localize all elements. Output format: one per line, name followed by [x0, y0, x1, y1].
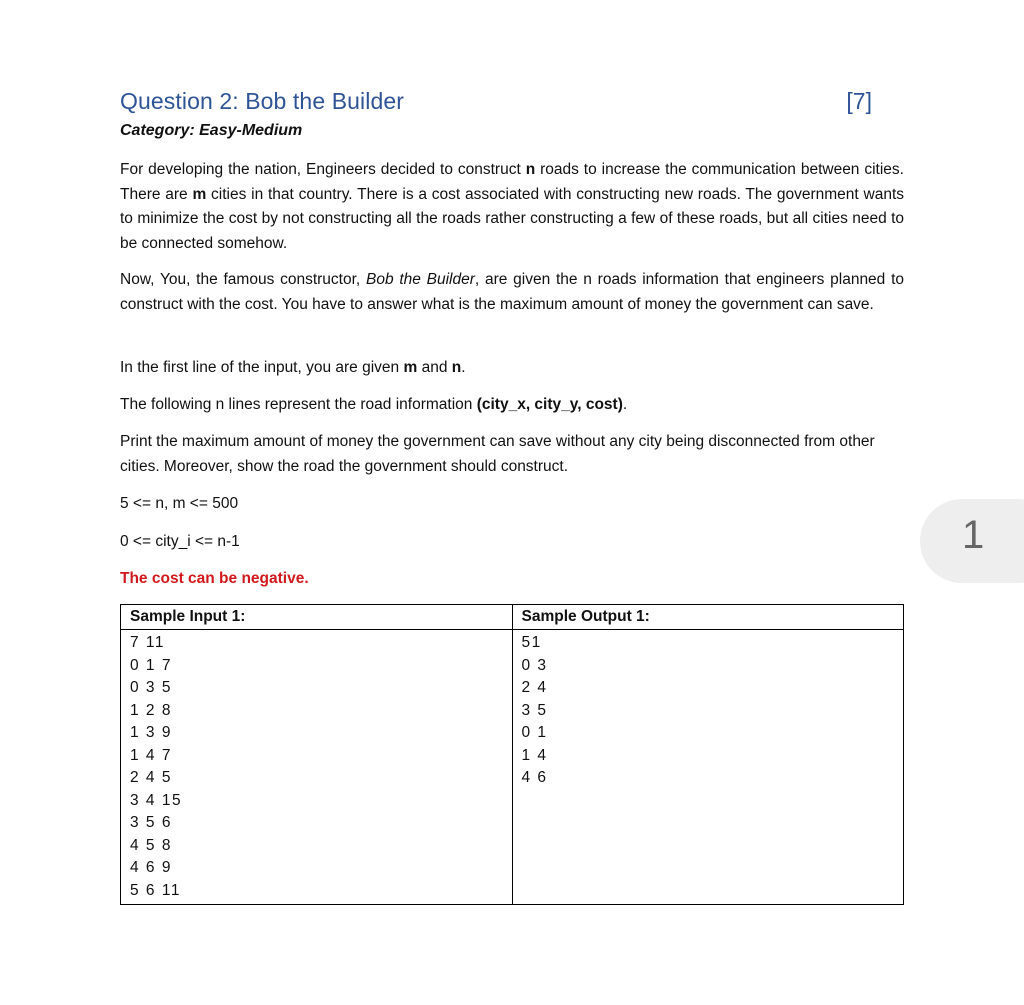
constraint-city: 0 <= city_i <= n-1 — [120, 533, 240, 550]
italic-bob-the-builder: Bob the Builder — [365, 271, 475, 288]
bold-n: n — [525, 161, 536, 178]
text-run: , are given the n roads information that engineers planned to construct with the cost. You have to answer what is the maximum amount of money the government can save. — [120, 271, 904, 313]
sample-input-header: Sample Input 1: — [121, 605, 513, 630]
text-run: and — [417, 359, 452, 376]
input-line: 1 4 7 — [130, 746, 172, 764]
output-line: 2 4 — [521, 679, 548, 696]
question-heading — [120, 88, 880, 120]
output-line: 3 5 — [521, 701, 548, 719]
input-line: 0 3 5 — [130, 679, 172, 696]
input-line: 4 6 9 — [130, 859, 172, 876]
text-run: cities in that country. There is a cost associated with constructing new roads. The government wants to minimize the cost by not constructing all the roads rather constructing a few of these roads, but all cities need to be connected somehow. — [120, 185, 904, 252]
sample-header-row — [121, 605, 904, 630]
input-line: 3 4 15 — [130, 791, 183, 809]
output-line: 1 4 — [521, 746, 548, 764]
output-line: 4 6 — [521, 769, 548, 786]
text-run: roads to increase the communication between cities. There are — [120, 161, 904, 203]
question-title: Question 2: Bob the Builder — [120, 88, 404, 114]
text-run: The following n lines represent the road information — [120, 396, 477, 413]
paragraph-task — [120, 268, 904, 317]
input-line: 4 5 8 — [130, 836, 172, 854]
bold-road-format: (city_x, city_y, cost) — [476, 396, 623, 413]
question-marks: [7] — [846, 88, 872, 114]
text-run: For developing the nation, Engineers decided to construct — [120, 161, 526, 178]
text-run: Now, You, the famous constructor, — [120, 271, 366, 288]
warning-negative-cost: The cost can be negative. — [120, 570, 309, 587]
sample-output-header: Sample Output 1: — [512, 605, 904, 630]
page-number-badge — [920, 499, 1024, 583]
input-line: 7 11 — [130, 634, 166, 651]
bold-n: n — [451, 359, 462, 376]
sample-table — [120, 604, 904, 905]
sample-input-cell — [121, 630, 513, 905]
paragraph-intro — [120, 158, 904, 256]
paragraph-input-first-line — [120, 356, 904, 381]
question-category: Category: Easy-Medium — [120, 122, 303, 139]
input-line: 1 3 9 — [130, 724, 172, 741]
output-line: 0 3 — [521, 656, 548, 674]
input-line: 1 2 8 — [130, 701, 172, 719]
output-line: 0 1 — [521, 724, 548, 741]
input-line: 5 6 11 — [130, 881, 181, 899]
paragraph-output-spec: Print the maximum amount of money the government can save without any city being disconnected from other cities. Moreover, show the road the government should construct. — [120, 433, 875, 475]
text-run: In the first line of the input, you are given — [120, 359, 404, 376]
text-run: . — [461, 359, 466, 376]
page-number: 1 — [962, 513, 985, 557]
input-line: 0 1 7 — [130, 656, 172, 674]
paragraph-road-info — [120, 393, 904, 418]
input-line: 3 5 6 — [130, 814, 172, 831]
bold-m: m — [192, 185, 207, 203]
output-line: 51 — [521, 634, 542, 651]
sample-body-row — [121, 630, 904, 905]
constraint-n-m: 5 <= n, m <= 500 — [120, 495, 239, 512]
text-run: . — [622, 396, 628, 413]
sample-output-cell — [512, 630, 904, 905]
input-line: 2 4 5 — [130, 769, 172, 786]
bold-m: m — [403, 359, 418, 376]
